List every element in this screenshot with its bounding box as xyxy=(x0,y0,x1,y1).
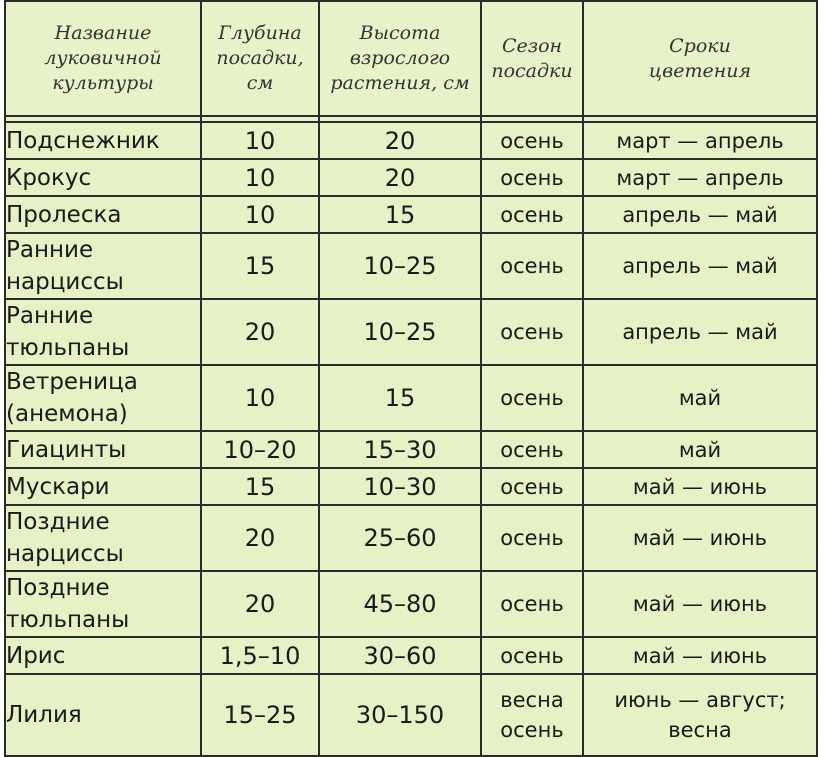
season-cell: осень xyxy=(481,637,583,674)
table-row xyxy=(5,637,817,674)
height-cell: 15 xyxy=(319,365,481,431)
depth-cell: 10 xyxy=(201,365,319,431)
depth-cell: 20 xyxy=(201,505,319,571)
height-cell: 30–150 xyxy=(319,674,481,756)
season-cell: осень xyxy=(481,468,583,505)
table-row xyxy=(5,196,817,233)
bloom-cell: апрель — май xyxy=(583,299,817,365)
table-row xyxy=(5,431,817,468)
culture-name-cell: Ранние тюльпаны xyxy=(5,299,201,365)
culture-name-cell: Поздние тюльпаны xyxy=(5,571,201,637)
height-cell: 10–25 xyxy=(319,299,481,365)
table-row xyxy=(5,505,817,571)
header-bloom-period: Сроки цветения xyxy=(583,1,817,116)
season-cell: осень xyxy=(481,196,583,233)
bloom-cell: май — июнь xyxy=(583,637,817,674)
culture-name-cell: Поздние нарциссы xyxy=(5,505,201,571)
bloom-cell: апрель — май xyxy=(583,233,817,299)
table-row xyxy=(5,299,817,365)
season-cell: осень xyxy=(481,431,583,468)
depth-cell: 10 xyxy=(201,159,319,196)
bloom-cell: май — июнь xyxy=(583,505,817,571)
bloom-cell: май xyxy=(583,365,817,431)
depth-cell: 20 xyxy=(201,571,319,637)
height-cell: 30–60 xyxy=(319,637,481,674)
season-cell: осень xyxy=(481,159,583,196)
season-cell: осень xyxy=(481,505,583,571)
season-cell: осень xyxy=(481,233,583,299)
season-cell: весна осень xyxy=(481,674,583,756)
table-row xyxy=(5,571,817,637)
header-row xyxy=(5,1,817,116)
bloom-cell: март — апрель xyxy=(583,159,817,196)
depth-cell: 10–20 xyxy=(201,431,319,468)
depth-cell: 1,5–10 xyxy=(201,637,319,674)
culture-name-cell: Ветреница (анемона) xyxy=(5,365,201,431)
depth-cell: 15 xyxy=(201,233,319,299)
culture-name-cell: Подснежник xyxy=(5,122,201,159)
culture-name-cell: Лилия xyxy=(5,674,201,756)
bloom-cell: май — июнь xyxy=(583,571,817,637)
bloom-cell: июнь — август; весна xyxy=(583,674,817,756)
table-row xyxy=(5,365,817,431)
height-cell: 15–30 xyxy=(319,431,481,468)
season-cell: осень xyxy=(481,365,583,431)
table-row xyxy=(5,122,817,159)
season-cell: осень xyxy=(481,122,583,159)
header-planting-season: Сезон посадки xyxy=(481,1,583,116)
height-cell: 20 xyxy=(319,122,481,159)
bloom-cell: май — июнь xyxy=(583,468,817,505)
table-row xyxy=(5,674,817,756)
header-culture-name: Название луковичной культуры xyxy=(5,1,201,116)
height-cell: 45–80 xyxy=(319,571,481,637)
height-cell: 10–30 xyxy=(319,468,481,505)
bloom-cell: май xyxy=(583,431,817,468)
culture-name-cell: Мускари xyxy=(5,468,201,505)
header-planting-depth: Глубина посадки, см xyxy=(201,1,319,116)
depth-cell: 15 xyxy=(201,468,319,505)
height-cell: 20 xyxy=(319,159,481,196)
table-row xyxy=(5,233,817,299)
depth-cell: 20 xyxy=(201,299,319,365)
bulb-planting-table xyxy=(4,0,818,757)
bloom-cell: апрель — май xyxy=(583,196,817,233)
culture-name-cell: Ранние нарциссы xyxy=(5,233,201,299)
table-row xyxy=(5,468,817,505)
season-cell: осень xyxy=(481,571,583,637)
height-cell: 25–60 xyxy=(319,505,481,571)
depth-cell: 10 xyxy=(201,122,319,159)
depth-cell: 10 xyxy=(201,196,319,233)
height-cell: 10–25 xyxy=(319,233,481,299)
bloom-cell: март — апрель xyxy=(583,122,817,159)
header-plant-height: Высота взрослого растения, см xyxy=(319,1,481,116)
table-row xyxy=(5,159,817,196)
height-cell: 15 xyxy=(319,196,481,233)
culture-name-cell: Крокус xyxy=(5,159,201,196)
season-cell: осень xyxy=(481,299,583,365)
culture-name-cell: Пролеска xyxy=(5,196,201,233)
depth-cell: 15–25 xyxy=(201,674,319,756)
culture-name-cell: Ирис xyxy=(5,637,201,674)
culture-name-cell: Гиацинты xyxy=(5,431,201,468)
